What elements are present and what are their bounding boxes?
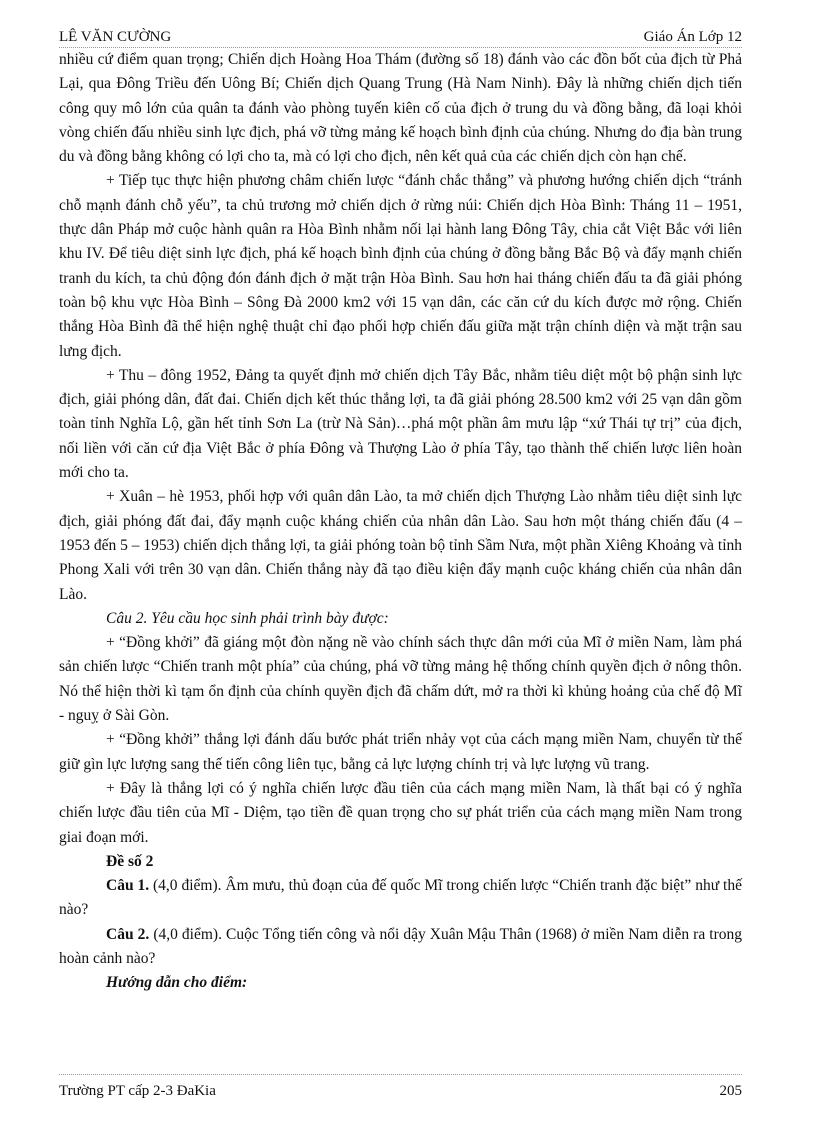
question-1-label: Câu 1.	[106, 877, 150, 895]
page-footer	[59, 1080, 742, 1102]
question-1	[59, 874, 742, 923]
scoring-guide-heading: Hướng dẫn cho điểm:	[106, 974, 248, 992]
question-2	[59, 923, 742, 972]
header-subject: Giáo Án Lớp 12	[643, 29, 742, 45]
exam-title: Đề số 2	[106, 852, 154, 870]
paragraph-dong-khoi-3: + Đây là thắng lợi có ý nghĩa chiến lược đầu tiên của cách mạng miền Nam, là thất bại có ý nghĩa chiến lược đầu tiên của Mĩ - Diệm, tạo tiền đề quan trọng cho sự phát triển của cách mạng miền Nam trong giai đoạn mới.	[59, 779, 742, 846]
question-1-text: (4,0 điểm). Âm mưu, thủ đoạn của đế quốc Mĩ trong chiến lược “Chiến tranh đặc biệt” như thế nào?	[59, 877, 742, 919]
paragraph-dong-khoi-2: + “Đồng khởi” thắng lợi đánh dấu bước phát triển nhảy vọt của cách mạng miền Nam, chuyển từ thế giữ gìn lực lượng sang thế tiến công liên tục, bằng cả lực lượng chính trị và lực lượng vũ trang.	[59, 731, 742, 773]
paragraph-continuation: nhiều cứ điểm quan trọng; Chiến dịch Hoàng Hoa Thám (đường số 18) đánh vào các đồn bốt của địch từ Phả Lại, qua Đông Triều đến Uông Bí; Chiến dịch Quang Trung (Hà Nam Ninh). Đây là những chiến dịch tiến công quy mô lớn của quân ta đánh vào phòng tuyến kiên cố của địch ở trung du và đồng bằng, đã loại khỏi vòng chiến đấu nhiều sinh lực địch, phá vỡ từng mảng kế hoạch bình định của chúng. Nhưng do địa bàn trung du và đồng bằng không có lợi cho ta, mà có lợi cho địch, nên kết quả của các chiến dịch còn hạn chế.	[59, 51, 742, 166]
footer-school: Trường PT cấp 2-3 ĐaKia	[59, 1082, 216, 1099]
answer-heading-cau-2: Câu 2. Yêu cầu học sinh phải trình bày được:	[106, 609, 389, 627]
question-2-text: (4,0 điểm). Cuộc Tổng tiến công và nổi dậy Xuân Mậu Thân (1968) ở miền Nam diễn ra trong hoàn cảnh nào?	[59, 925, 742, 967]
header-author: LÊ VĂN CƯỜNG	[59, 29, 172, 45]
document-body	[59, 48, 742, 996]
page-number: 205	[719, 1082, 742, 1099]
paragraph-dong-khoi-1: + “Đồng khởi” đã giáng một đòn nặng nề vào chính sách thực dân mới của Mĩ ở miền Nam, làm phá sản chiến lược “Chiến tranh một phía” của chúng, phá vỡ từng mảng hệ thống chính quyền địch ở nông thôn. Nó thể hiện thời kì tạm ổn định của chính quyền địch đã chấm dứt, mở ra thời kì khủng hoảng của chế độ Mĩ - nguỵ ở Sài Gòn.	[59, 634, 742, 725]
page-header	[59, 26, 742, 46]
paragraph-tay-bac: + Thu – đông 1952, Đảng ta quyết định mở chiến dịch Tây Bắc, nhằm tiêu diệt một bộ phận sinh lực địch, giải phóng dân, đất đai. Chiến dịch kết thúc thắng lợi, ta đã giải phóng 28.500 km2 với 25 vạn dân gồm toàn tỉnh Nghĩa Lộ, gần hết tỉnh Sơn La (trừ Nà Sản)…phá một phần âm mưu lập “xứ Thái tự trị” của địch, nối liền với căn cứ địa Việt Bắc ở phía Đông và Thượng Lào ở phía Tây, tạo thành thế chiến lược liên hoàn mới cho ta.	[59, 366, 742, 482]
paragraph-hoa-binh: + Tiếp tục thực hiện phương châm chiến lược “đánh chắc thắng” và phương hướng chiến dịch “tránh chỗ mạnh đánh chỗ yếu”, ta chủ trương mở chiến dịch ở rừng núi: Chiến dịch Hòa Bình: Tháng 11 – 1951, thực dân Pháp mở cuộc hành quân ra Hòa Bình nhằm nối lại hành lang Đông Tây, chia cắt Việt Bắc với liên khu IV. Để tiêu diệt sinh lực địch, phá kế hoạch bình định của chúng ở đồng bằng Bắc Bộ và đẩy mạnh chiến tranh du kích, ta chủ động đón đánh địch ở mặt trận Hòa Bình. Sau hơn hai tháng chiến đấu ta đã giải phóng toàn bộ khu vực Hòa Bình – Sông Đà 2000 km2 với 15 vạn dân, các căn cứ du kích được mở rộng. Chiến thắng Hòa Bình đã thể hiện nghệ thuật chỉ đạo phối hợp chiến đấu giữa mặt trận chính diện và mặt trận sau lưng địch.	[59, 172, 742, 360]
footer-divider	[59, 1074, 742, 1075]
question-2-label: Câu 2.	[106, 925, 150, 943]
paragraph-thuong-lao: + Xuân – hè 1953, phối hợp với quân dân Lào, ta mở chiến dịch Thượng Lào nhằm tiêu diệt sinh lực địch, giải phóng đất đai, đẩy mạnh cuộc kháng chiến của nhân dân Lào. Sau hơn một tháng chiến đấu (4 – 1953 đến 5 – 1953) chiến dịch thắng lợi, ta giải phóng toàn bộ tỉnh Sầm Nưa, một phần Xiêng Khoảng và tỉnh Phong Xali với trên 30 vạn dân. Chiến thắng này đã tạo điều kiện đẩy mạnh cuộc kháng chiến của nhân dân Lào.	[59, 488, 742, 603]
